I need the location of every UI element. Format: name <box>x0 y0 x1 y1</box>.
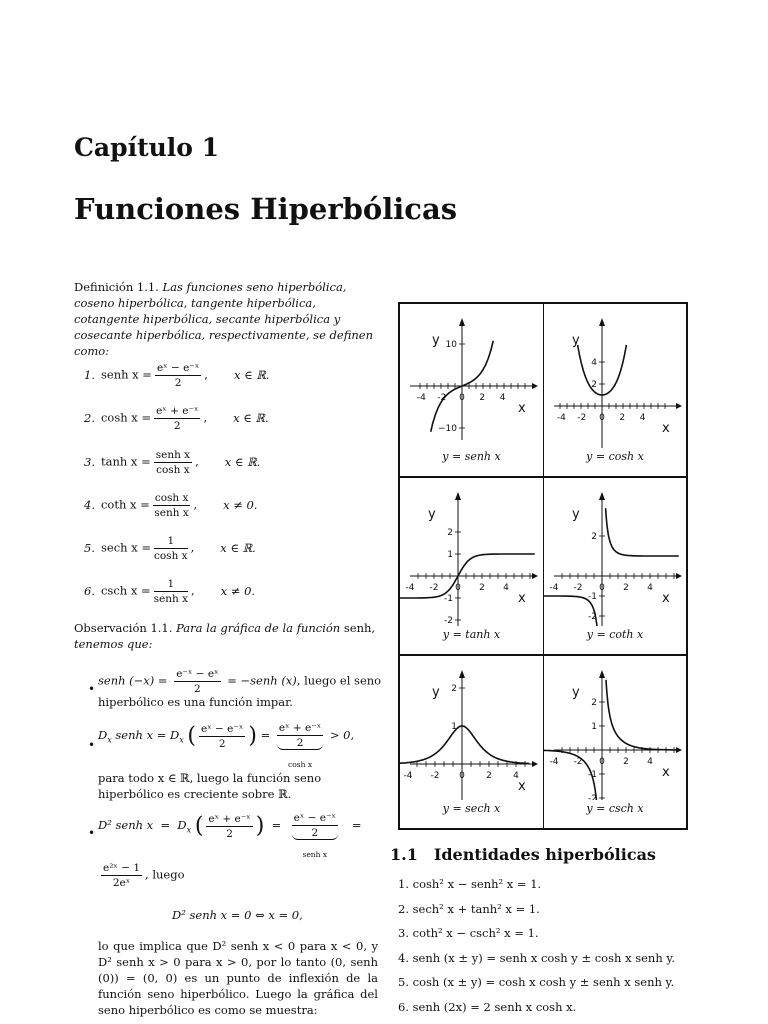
y-axis-label: y <box>572 507 580 522</box>
y-axis-arrow <box>459 318 465 326</box>
definition-label: Definición 1.1. <box>74 280 159 294</box>
x-tick-label: 0 <box>599 413 605 423</box>
y-tick-label: -2 <box>444 616 453 626</box>
y-tick-label: 1 <box>591 722 597 732</box>
formula-3: 3. tanh x = $\frac{\text{senh x}}{\text{cosh x}}$ , x ∈ ℝ. <box>84 449 261 476</box>
formula-6: 6. csch x = $\frac{1}{\text{senh x}}$ , x ≠ 0. <box>84 578 256 605</box>
x-tick-label: -4 <box>416 393 426 403</box>
y-tick-label: 2 <box>591 698 597 708</box>
bullet3-final: lo que implica que D² senh x < 0 para x < 0, y D² senh x > 0 para x > 0, por lo tanto (0, senh (0)) = (0, 0) es un punto de inflexión de la función seno hiperbólico. Luego la gráfica del seno hiperbólico es como se muestra: <box>98 939 378 1017</box>
identity-2: 2. sech² x + tanh² x = 1. <box>398 901 540 916</box>
x-axis-arrow <box>532 383 538 389</box>
x-tick-label: 0 <box>599 583 605 593</box>
graph-caption: y = cosh x <box>586 450 644 463</box>
x-tick-label: 2 <box>479 393 486 403</box>
observation-label: Observación 1.1. <box>74 621 173 635</box>
bullet1-equation: senh (−x) = $\frac{\text{e⁻ˣ − eˣ}}{2}$ = −senh (x), luego el seno <box>98 668 382 695</box>
y-tick-label: 2 <box>591 380 597 390</box>
y-tick-label: -2 <box>588 794 597 800</box>
y-tick-label: 2 <box>447 528 453 538</box>
formula-2: 2. cosh x = $\frac{\text{eˣ + e⁻ˣ}}{2}$ , x ∈ ℝ. <box>84 405 269 432</box>
graph-grid <box>398 302 688 830</box>
graph-caption: y = sech x <box>442 802 501 815</box>
x-tick-label: 0 <box>459 393 465 403</box>
section-number: 1.1 <box>390 845 418 864</box>
y-axis-arrow <box>599 492 605 500</box>
x-tick-label: -4 <box>549 757 559 767</box>
bullet3-tail: , luego <box>145 867 185 882</box>
x-axis-label: x <box>662 591 670 606</box>
curve-sech <box>400 726 530 764</box>
y-tick-label: -1 <box>444 594 453 604</box>
graph-cosh <box>543 303 687 477</box>
bullet-dot: • <box>88 682 96 696</box>
x-tick-label: -4 <box>556 413 566 423</box>
x-tick-label: 2 <box>479 583 485 593</box>
x-axis-label: x <box>518 591 526 606</box>
x-tick-label: 2 <box>486 771 492 781</box>
section-title: Identidades hiperbólicas <box>433 845 656 864</box>
x-tick-label: 4 <box>647 583 653 593</box>
x-tick-label: 4 <box>503 583 509 593</box>
bullet3-equation: D² senh $x = D_x$ ( $\frac{\text{eˣ + e⁻ˣ}}{2}$ ) = eˣ − e⁻ˣ 2 senh x = <box>98 812 362 859</box>
x-tick-label: 4 <box>499 393 506 403</box>
x-axis-arrow <box>676 403 682 409</box>
graph-csch-plot <box>544 656 688 800</box>
chapter-title: Funciones Hiperbólicas <box>74 192 458 226</box>
graph-caption: y = tanh x <box>442 628 501 641</box>
formula-1: 1. senh x = $\frac{\text{eˣ − e⁻ˣ}}{2}$ , x ∈ ℝ. <box>84 362 270 389</box>
underbrace-label-2: senh x <box>302 850 328 859</box>
x-axis-arrow <box>532 573 538 579</box>
formula-5: 5. sech x = $\frac{1}{\text{cosh x}}$ , x ∈ ℝ. <box>84 535 256 562</box>
x-tick-label: 0 <box>455 583 461 593</box>
bullet2-tail: para todo x ∈ ℝ, luego la función seno hiperbólico es creciente sobre ℝ. <box>98 771 322 801</box>
graph-coth <box>543 477 687 655</box>
y-axis-arrow <box>599 318 605 326</box>
y-tick-label: 1 <box>447 550 453 560</box>
x-tick-label: 2 <box>623 757 629 767</box>
graph-senh <box>399 303 544 477</box>
identity-6: 6. senh (2x) = 2 senh x cosh x. <box>398 999 577 1014</box>
section-heading <box>390 845 656 864</box>
underbrace-label-1: cosh x <box>288 760 313 769</box>
x-axis-arrow <box>676 573 682 579</box>
x-tick-label: -4 <box>549 583 559 593</box>
y-axis-label: y <box>432 333 440 348</box>
x-tick-label: -2 <box>573 757 583 767</box>
x-tick-label: 4 <box>639 413 646 423</box>
x-tick-label: 4 <box>513 771 519 781</box>
x-tick-label: 2 <box>623 583 629 593</box>
chapter-label: Capítulo 1 <box>74 133 220 162</box>
y-tick-label: 10 <box>445 340 457 350</box>
x-axis-label: x <box>662 765 670 780</box>
y-axis-label: y <box>432 685 440 700</box>
bullet3-cont: $\frac{\text{e²ˣ − 1}}{\text{2eˣ}}$ , luego <box>103 862 185 889</box>
curve-coth <box>606 508 679 556</box>
identity-3: 3. coth² x − csch² x = 1. <box>398 926 539 940</box>
y-axis-label: y <box>428 507 436 522</box>
observation-text2: tenemos que: <box>74 637 153 651</box>
x-tick-label: -2 <box>430 771 440 781</box>
formula-4: 4. coth x = $\frac{\text{cosh x}}{\text{senh x}}$ , x ≠ 0. <box>84 492 258 519</box>
bullet1-tail: hiperbólico es una función impar. <box>98 695 293 709</box>
bullet2-equation: $D_x$ senh $x = D_x$ ( $\frac{\text{eˣ − e⁻ˣ}}{2}$ ) = eˣ + e⁻ˣ 2 cosh x > 0, <box>98 722 355 769</box>
x-tick-label: -2 <box>437 393 447 403</box>
y-tick-label: -1 <box>588 592 597 602</box>
x-tick-label: 4 <box>647 757 653 767</box>
y-axis-arrow <box>455 492 461 500</box>
observation-text1: Para la gráfica de la función <box>176 621 341 635</box>
x-tick-label: -2 <box>573 583 583 593</box>
identity-1: 1. cosh² x − senh² x = 1. <box>398 877 542 891</box>
y-axis-label: y <box>572 333 580 348</box>
observation-fn: senh, <box>343 621 376 635</box>
x-axis-label: x <box>518 779 526 794</box>
x-tick-label: 0 <box>459 771 465 781</box>
x-tick-label: -2 <box>577 413 587 423</box>
graph-cosh-plot <box>544 304 688 448</box>
graph-caption: y = csch x <box>586 802 644 815</box>
definition-paragraph <box>74 279 378 359</box>
graph-tanh <box>399 477 544 655</box>
definition-text: Las funciones seno hiperbólica, coseno hiperbólica, tangente hiperbólica, cotangente hiperbólica, secante hiperbólica y cosecante hiperbólica, respectivamente, se definen como: <box>74 280 373 358</box>
y-axis-label: y <box>572 685 580 700</box>
x-tick-label: 2 <box>619 413 626 423</box>
identity-5: 5. cosh (x ± y) = cosh x cosh y ± senh x senh y. <box>398 975 675 989</box>
bullet-dot: • <box>88 826 96 840</box>
graph-csch <box>543 655 687 829</box>
y-axis-arrow <box>459 670 465 678</box>
y-tick-label: −10 <box>438 424 457 434</box>
x-tick-label: 0 <box>599 757 605 767</box>
graph-coth-plot <box>544 478 688 626</box>
identity-4: 4. senh (x ± y) = senh x cosh y ± cosh x senh y. <box>398 950 676 965</box>
y-tick-label: 1 <box>451 722 457 732</box>
curve-csch <box>606 680 679 750</box>
x-axis-label: x <box>662 421 670 436</box>
x-tick-label: -2 <box>429 583 439 593</box>
graph-sech-plot <box>400 656 544 800</box>
y-tick-label: 4 <box>591 358 597 368</box>
graph-tanh-plot <box>400 478 544 626</box>
bullet3-eqline: D² senh x = 0 ⇔ x = 0, <box>172 908 303 922</box>
y-axis-arrow <box>599 670 605 678</box>
x-tick-label: -4 <box>405 583 415 593</box>
bullet1-tail-a: , luego el seno <box>296 673 382 688</box>
x-axis-arrow <box>532 761 538 767</box>
observation-paragraph <box>74 620 378 652</box>
y-tick-label: 2 <box>591 532 597 542</box>
y-tick-label: -2 <box>588 612 597 622</box>
y-tick-label: 2 <box>451 684 457 694</box>
graph-senh-plot <box>400 304 544 448</box>
bullet-dot: • <box>88 738 96 752</box>
y-tick-label: -1 <box>588 770 597 780</box>
graph-caption: y = senh x <box>442 450 501 463</box>
x-axis-label: x <box>518 401 526 416</box>
x-tick-label: -4 <box>403 771 413 781</box>
graph-caption: y = coth x <box>586 628 644 641</box>
graph-sech <box>399 655 544 829</box>
